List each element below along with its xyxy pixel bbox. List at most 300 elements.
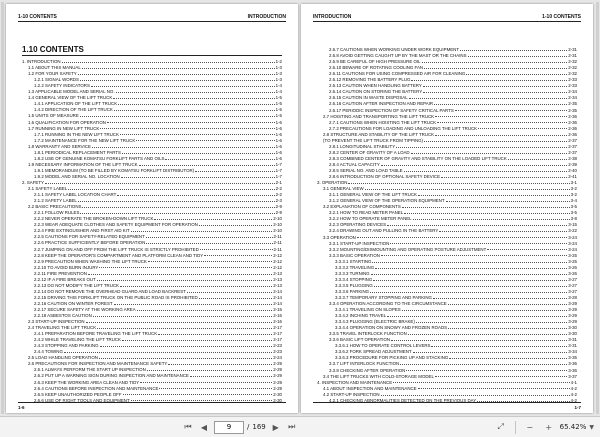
toc-entry-label: 3.3.6 BASIC LIFT OPERATION [329,337,391,343]
toc-entry-page: 2-39 [568,161,577,167]
left-gutter [1,2,4,414]
toc-leader-dots [439,231,567,232]
toc-leader-dots [122,153,275,154]
toc-leader-dots [372,262,567,263]
toc-leader-dots [431,346,567,347]
toc-entry-label: 3.3.3.1 STARTING [335,258,372,264]
toc-leader-dots [113,98,274,99]
toc-entry-page: 2-16 [273,313,282,319]
toc-leader-dots [82,207,274,208]
toc-entry-page: 2-1 [275,179,282,185]
toc-entry-label: 2.6 PRECAUTIONS FOR INSPECTION AND MAINTENANCE SAFETY [28,361,168,367]
toc-entry-page: 2-17 [273,337,282,343]
toc-leader-dots [435,376,567,377]
toc-entry-page: 3-30 [568,331,577,337]
toc-leader-dots [381,165,567,166]
toc-leader-dots [154,219,272,220]
toc-entry-page: 2-9 [275,204,282,210]
toc-entry-label: 1.7.2 MAINTENANCE FOR THE NEW LIFT TRUCK [34,137,136,143]
toc-leader-dots [381,395,570,396]
toc-entry-label: 2.2.6 PRACTICE SUFFICIENTLY BEFORE OPERATION [34,240,146,246]
toc-leader-dots [140,382,272,383]
toc-entry-page: 3-8 [570,216,577,222]
toc-entry-page: 2-36 [568,113,577,119]
toc-entry-label: 2.4 TRAVELING THE LIFT TRUCK [28,325,97,331]
toc-entry-page: 3-29 [568,319,577,325]
toc-leader-dots [92,147,275,148]
toc-entry-label: 1.7.1 RUNNING IN THE NEW LIFT TRUCK [34,131,119,137]
toc-list [22,58,282,403]
toc-leader-dots [99,358,272,359]
toc-leader-dots [391,340,567,341]
toc-leader-dots [80,213,274,214]
toc-entry-page: 2-2 [275,192,282,198]
toc-entry-label: 1.9.2 MODEL AND SERIAL NO. LOCATION [34,173,120,179]
left-page [6,4,298,413]
toc-entry-page: 1-4 [275,89,282,95]
toc-entry-label: 3. OPERATION [317,180,348,186]
toc-entry-label: 1.9 NECESSARY INFORMATION OF THE LIFT TRUCK [28,161,138,167]
toc-entry-page: 1-5 [275,101,282,107]
toc-entry-page: 2-11 [273,246,282,252]
toc-entry-label: 2.2.5 CAUTIONS FOR SAFETY-RELATED EQUIPMENT [34,234,145,240]
toc-entry-label: 4.2.1 CHECKING ABNORMALITIES DETECTED ON THE PREVIOUS DAY [329,397,477,403]
toc-entry-label: 2.1.1 SAFETY LABEL LOCATION CHART [34,192,117,198]
toc-entry-page: 3-31 [568,343,577,349]
toc-entry-label: 1.7 RUNNING IN NEW LIFT TRUCK [28,125,100,131]
toc-entry-page: 3-36 [568,361,577,367]
toc-leader-dots [370,292,567,293]
toc-entry-page: 2-37 [568,149,577,155]
toc-entry-page: 3-24 [568,240,577,246]
toc-leader-dots [387,316,567,317]
toc-entry-label: 2.7.2 PRECAUTIONS FOR LOADING AND UNLOADING THE LIFT TRUCK [329,125,478,131]
toc-leader-dots [80,116,275,117]
toc-entry-page: 2-23 [273,343,282,349]
toc-entry-label: 1.8.1 PERIODICAL REPLACEMENT PARTS [34,149,121,155]
page-navigator [214,421,266,434]
toc-entry-label: 2.4.4 TOWING [34,349,63,355]
toc-entry-label: 2.5 LOAD HANDLING OPERATION [28,355,98,361]
toc-entry-label: 1.2 FOR YOUR SAFETY [28,71,77,77]
toc-leader-dots [413,352,568,353]
toc-entry-label: 2.8.4 ACTUAL CAPACITY [329,161,380,167]
toc-leader-dots [165,159,274,160]
toc-entry-page: 2-38 [568,155,577,161]
toc-entry-label: 3.2.4 DRAWING OUT AND PULLING IN THE BATTERY [329,228,439,234]
toc-entry-page: 3-1 [570,180,577,186]
toc-entry-page: 2-2 [275,186,282,192]
toc-leader-dots [146,237,273,238]
toc-entry-page: 3-24 [568,234,577,240]
toc-entry-page: 2-3 [275,198,282,204]
toc-leader-dots [487,249,567,250]
toc-entry-page: 1-7 [275,173,282,179]
toc-entry-label: 2.7 HOISTING AND TRANSPORTING THE LIFT TRUCK [323,113,435,119]
toc-entry-label: 3.3.1 START-UP INSPECTION [329,240,390,246]
page-header [18,12,286,20]
toc-entry-label: (TO PREVENT THE LIFT TRUCK FROM TIPPING) [323,137,424,143]
toc-leader-dots [468,56,568,57]
page-number-input[interactable] [214,421,244,434]
toc-entry-label: 3.3.3.5 PLUGGING [335,282,373,288]
toc-leader-dots [466,74,567,75]
toc-entry-label: 1.4.2 DIRECTION OF THE LIFT TRUCK [34,107,113,113]
toc-entry-page: 3-35 [568,355,577,361]
toc-entry-page: 3-26 [568,264,577,270]
toc-entry-label: 2.2.4 FIRE EXTINGUISHER AND FIRST AID KIT [34,228,130,234]
toc-entry-page: 2-41 [568,174,577,180]
right-page [301,4,593,413]
toc-entry-page: 1-5 [275,113,282,119]
toc-entry-page: 3-27 [568,282,577,288]
toc-leader-dots [116,92,275,93]
toc-entry-page: 2-17 [273,325,282,331]
toc-entry-page: 3-30 [568,325,577,331]
toc-entry-label: 3.3.3 BASIC OPERATION [329,252,380,258]
toc-entry-label: 2.8.6 INTRODUCTION OF OPTIONAL SAFETY DEVICE [329,174,441,180]
toc-entry-page: 2-14 [273,294,282,300]
toc-entry-label: 3.3.5 TRAVEL INTERLOCK FUNCTION [329,331,407,337]
toc-entry-page: 1-3 [275,71,282,77]
toc-leader-dots [455,110,567,111]
toc-entry-page: 2-36 [568,119,577,125]
header-left-text: 1-10 CONTENTS [18,14,57,20]
toc-entry-page: 3-37 [568,373,577,379]
toc-entry-label: 3.3 OPERATION [323,234,356,240]
toc-leader-dots [373,280,567,281]
previous-page-icon[interactable]: ◀ [200,422,208,432]
toc-entry-label: 2. SAFETY [22,179,44,185]
toc-entry-label: 2.4.3 STOPPING AND PARKING [34,343,99,349]
toc-entry-page: 3-31 [568,337,577,343]
toc-leader-dots [64,352,272,353]
toc-entry-label: 4. INSPECTION AND MAINTENANCE [317,379,393,385]
toc-entry-label: 2.6.17 PERIODIC INSPECTION OF SAFETY CRITICAL PARTS [329,107,454,113]
toc-entry-label: 2.2.10 TO AVOID BURN INJURY [34,264,99,270]
header-right-text: 1-10 CONTENTS [542,14,581,20]
toc-entry-label: 3.3.4.1 TRAVELING ON SLOPES [335,307,401,313]
header-left-text: INTRODUCTION [313,14,352,20]
toc-entry-page: 2-35 [568,101,577,107]
toc-leader-dots [423,92,567,93]
toc-entry-label: 2.2.9 PRECAUTION WHEN WASHING THE LIFT TRUCK [34,258,147,264]
toc-entry-page: 2-11 [273,240,282,246]
toc-entry-label: 3.3.6.1 HOW TO OPERATE CONTROL LEVERS [335,343,431,349]
toc-entry-label: 3.3.3.6 PARKING [335,288,370,294]
toc-entry-label: 2.2.8 KEEP THE OPERATOR'S COMPARTMENT AND PLATFORM CLEAN AND TIDY [34,252,204,258]
toc-entry-label: 1.5 UNITS OF MEASURE [28,113,79,119]
toc-entry-page: 3-4 [570,198,577,204]
toc-leader-dots [449,358,567,359]
toc-entry-page: 1-6 [275,131,282,137]
toc-leader-dots [199,225,272,226]
toolbar-divider [515,421,516,434]
toc-entry-label: 2.6.2 PUT UP A WARNING SIGN DURING INSPECTION AND MAINTENANCE [34,373,189,379]
toc-leader-dots [413,219,570,220]
toc-entry-page: 3-5 [570,210,577,216]
toc-entry-page: 1-5 [275,95,282,101]
toc-entry-label: 3.2.1 HOW TO READ METER PANEL [329,210,404,216]
toc-leader-dots [374,286,567,287]
toc-entry-page: 2-12 [273,252,282,258]
toc-leader-dots [418,195,570,196]
toc-entry-label: 3.4 THE LIFT TRUCKS WITH COLD-STORAGE MODEL [323,373,434,379]
toc-entry-page: 4-2 [570,391,577,397]
toc-leader-dots [148,261,272,262]
toc-entry-page: 3-26 [568,270,577,276]
zoom-level[interactable]: 65.42% [559,423,587,431]
toc-entry-page: 3-29 [568,301,577,307]
toc-entry-page: 2-29 [273,367,282,373]
toc-entry-label: 1.4.1 APPLICATION OF THE LIFT TRUCK [34,101,118,107]
toc-leader-dots [78,74,275,75]
page-title: 1.10 CONTENTS [22,45,84,54]
zoom-controls [493,419,600,435]
toc-entry-label: 2.8.2 CENTER OF GRAVITY OF A LOAD [329,149,410,155]
toc-leader-dots [97,280,272,281]
toc-leader-dots [45,183,275,184]
toc-leader-dots [408,334,567,335]
toc-entry-label: 2.2.11 FIRE PREVENTION [34,270,87,276]
toc-entry-page: 2-32 [568,59,577,65]
toc-entry-label: 2.4.2 WHILE TRAVELING THE LIFT TRUCK [34,337,121,343]
toc-entry-page: 3-25 [568,258,577,264]
toc-leader-dots [120,134,275,135]
toc-leader-dots [159,388,272,389]
toc-entry-label: 2.6.8 AVOID GETTING CAUGHT UP BY THE MAST OR THE CHAINS [329,53,467,59]
toc-entry-label: 2.7.1 CAUTIONS WHEN HOISTING THE LIFT TRUCK [329,119,437,125]
first-page-icon[interactable]: ⏮ [184,422,192,431]
toc-entry-page: 2-33 [568,83,577,89]
header-right-text: INTRODUCTION [247,14,286,20]
toc-leader-dots [93,316,272,317]
footer-rule [18,402,286,403]
toc-entry-label: 1.2.2 SAFETY INDICATORS [34,83,90,89]
toc-leader-dots [418,388,570,389]
toc-entry-page: 2-31 [568,47,577,53]
toc-leader-dots [424,68,567,69]
toc-leader-dots [434,104,567,105]
chevron-down-icon[interactable]: ▼ [589,423,594,431]
toc-entry-page: 2-9 [275,210,282,216]
toc-leader-dots [411,80,567,81]
toc-entry-page: 1-4 [275,83,282,89]
toc-entry-page: 2-16 [273,319,282,325]
zoom-in-icon[interactable]: + [545,422,553,432]
toc-entry-label: 2.2 BASIC PRECAUTIONS [28,204,82,210]
toc-entry-label: 2.2.15 DRIVING THIS FORKLIFT TRUCK ON THE PUBLIC ROAD IS PROHIBITED [34,294,198,300]
toc-leader-dots [409,98,568,99]
toc-entry-page: 1-3 [275,65,282,71]
toc-leader-dots [396,147,567,148]
toc-entry-label: 3.1.1 GENERAL VIEW OF THE LIFT TRUCK [329,192,417,198]
toc-entry-label: 3.3.6.2 FORK SPREAD ADJUSTMENT [335,349,412,355]
toc-entry-label: 2.2.7 JUMPING ON AND OFF FROM THE LIFT TRUCK IS STRICTLY PROHIBITED [34,246,199,252]
toc-entry-page: 1-5 [275,107,282,113]
toc-leader-dots [393,382,570,383]
toc-entry-page: 3-36 [568,367,577,373]
toc-leader-dots [400,364,567,365]
toc-leader-dots [371,274,568,275]
toc-leader-dots [139,165,275,166]
toc-entry-label: 3.3.8 CHECKING AFTER OPERATION [329,367,406,373]
toc-leader-dots [448,304,568,305]
toc-leader-dots [200,249,273,250]
toc-leader-dots [121,177,275,178]
toc-leader-dots [131,231,273,232]
toc-leader-dots [62,62,275,63]
toc-entry-label: 4.1 ABOUT INSPECTION AND MAINTENANCE [323,385,417,391]
toc-leader-dots [100,346,273,347]
toc-entry-page: 2-10 [273,228,282,234]
toc-entry-label: 2.6.9 BE CAREFUL OF HIGH PRESSURE OIL [329,59,421,65]
toc-entry-page: 2-37 [568,143,577,149]
toc-leader-dots [390,243,567,244]
toc-leader-dots [441,177,567,178]
toc-entry-label: 2.6.1 ALWAYS PERFORM THE START UP INSPECTION [34,367,146,373]
toc-entry-page: 2-32 [568,71,577,77]
toc-entry-page: 1-6 [275,149,282,155]
toc-leader-dots [137,310,273,311]
toc-entry-page: 2-24 [273,355,282,361]
toc-entry-page: 3-25 [568,252,577,258]
header-rule [18,21,286,22]
fit-page-icon[interactable]: ⤢ [497,422,504,431]
next-page-icon[interactable]: ▶ [272,422,279,432]
toc-entry-label: 2.2.16 CAUTION ON WINTER FOREST [34,300,113,306]
toc-leader-dots [91,86,275,87]
toc-leader-dots [437,122,567,123]
toc-entry-page: 2-23 [273,349,282,355]
toc-entry-label: 2.2.2 NEVER OPERATE THE BROKEN-DOWN LIFT TRUCK [34,216,154,222]
toc-entry-label: 3.1.2 GENERAL VIEW OF THE OPERATION EQUIPMENT [329,198,445,204]
toc-entry-label: 2.6.11 CAUTIONS FOR USING COMPRESSED AIR FOR CLEANING [329,71,466,77]
toc-entry-page: 2-37 [568,137,577,143]
toc-entry-page: 2-36 [568,125,577,131]
toc-leader-dots [195,171,275,172]
toc-entry-page: 1-6 [275,125,282,131]
toc-entry-page: 3-15 [568,222,577,228]
toc-entry-page: 2-15 [273,306,282,312]
toc-entry-page: 1-2 [275,59,282,65]
toc-entry-label: 1.2.1 SIGNAL WORDS [34,77,79,83]
toc-entry-label: 2.8.1 LONGITUDINAL STABILITY [329,143,396,149]
toc-entry-page: 2-13 [273,270,282,276]
toc-entry-label: 1.3 APPLICABLE MODEL AND SERIAL NO. [28,89,115,95]
toc-entry-page: 2-10 [273,222,282,228]
toc-entry-page: 2-34 [568,95,577,101]
toc-leader-dots [88,274,272,275]
toc-entry-page: 2-17 [273,331,282,337]
toc-leader-dots [435,135,567,136]
toc-entry-page: 2-32 [568,65,577,71]
toc-leader-dots [199,298,273,299]
toc-leader-dots [381,255,567,256]
toc-entry-label: 2.6.5 KEEP UNAUTHORIZED PEOPLE OFF [34,391,122,397]
toc-leader-dots [99,267,272,268]
toc-entry-label: 2.4.1 PREPARATION BEFORE TRAVELING THE LIFT TRUCK [34,331,158,337]
toc-entry-label: 2.2.1 FOLLOW RULES [34,210,80,216]
toc-entry-page: 2-30 [273,391,282,397]
toc-leader-dots [136,140,274,141]
right-gutter [596,2,599,414]
toc-entry-label: 2.6.12 REMOVING THE BATTERY PLUG [329,77,411,83]
toc-leader-dots [478,128,567,129]
toc-leader-dots [365,189,570,190]
toc-entry-page: 4-1 [570,379,577,385]
toc-entry-label: 2.8 STRUCTURE AND STABILITY OF THE LIFT TRUCK [323,131,435,137]
toc-leader-dots [68,189,274,190]
toc-entry-label: 3.3.4.4 OPERATION ON SNOWY AND FROZEN ROADS [335,325,448,331]
viewer-toolbar [0,416,600,437]
toc-leader-dots [123,394,273,395]
toc-entry-page: 2-13 [273,276,282,282]
toc-leader-dots [375,268,567,269]
toc-entry-label: 2.2.14 DO NOT REMOVE THE OVERHEAD GUARD AND LOAD BACKREST [34,288,186,294]
toc-entry-page: 2-29 [273,373,282,379]
toc-entry-label: 4.2 START-UP INSPECTION [323,391,380,397]
toc-entry-label: 3.3.2 MOUNTING/DISMOUNTING AND OPERATING POSTURE ADJUSTMENT [329,246,487,252]
total-pages: 169 [252,423,266,431]
toc-leader-dots [118,104,275,105]
toc-list [317,46,577,403]
toc-entry-label: 1.8.2 USE OF GENUINE KOMATSU FORKLIFT PARTS AND OILS [34,155,165,161]
toc-entry-label: 3.3.4 OPERATION ACCORDING TO THE CIRCUMSTANCE [329,301,447,307]
toc-leader-dots [508,159,567,160]
toc-leader-dots [190,376,272,377]
toc-entry-label: 2.6.3 KEEP THE WORKING AREA CLEAN AND TIDY [34,379,140,385]
toc-entry-label: 2.2.18 ASBESTOS CAUTION [34,313,92,319]
toc-entry-page: 2-11 [273,234,282,240]
title-rule [22,55,282,56]
toc-entry-label: 2.6.10 BEWARE OF ROTATING COOLING FAN [329,65,424,71]
toc-leader-dots [411,153,568,154]
toc-leader-dots [114,304,273,305]
toc-entry-page: 2-36 [568,131,577,137]
toc-leader-dots [187,292,272,293]
toc-leader-dots [114,110,275,111]
toc-leader-dots [433,298,567,299]
toc-entry-page: 3-5 [570,204,577,210]
toc-entry-label: 2.8.3 COMBINED CENTER OF GRAVITY AND STABILITY ON THE LOADED LIFT TRUCK [329,155,507,161]
last-page-icon[interactable]: ⏭ [288,422,296,431]
toc-entry-label: 3.3.7 LIFT INTERLOCK FUNCTION [329,361,400,367]
toc-entry-label: 3.3.4.3 PLUGGING (ELECTRIC BRAKE) [335,319,415,325]
toc-entry-page: 3-29 [568,313,577,319]
toc-leader-dots [402,207,570,208]
toc-entry-page: 2-31 [568,53,577,59]
toc-entry-page: 1-6 [275,155,282,161]
toc-leader-dots [348,183,569,184]
page-header [313,12,581,20]
toc-leader-dots [406,370,567,371]
header-rule [313,21,581,22]
toc-entry-label: 2.6.6 USE OF RIGHT TOOLS AND EQUIPMENT [34,397,130,403]
zoom-out-icon[interactable]: − [526,422,534,432]
toc-leader-dots [117,195,274,196]
toc-entry-page: 2-35 [568,107,577,113]
toc-entry-label: 2.6.7 CAUTIONS WHEN WORKING UNDER WORK EQUIPMENT [329,47,460,53]
toc-entry-page: 3-2 [570,192,577,198]
toc-entry-label: 2.6.14 CAUTION ON STORING THE BATTERY [329,89,423,95]
toc-entry-page: 2-10 [273,216,282,222]
toc-entry-page: 4-2 [570,385,577,391]
toc-entry-label: 3.3.3.4 STOPPING [335,276,373,282]
toc-entry-page: 3-2 [570,186,577,192]
toc-leader-dots [146,243,272,244]
toc-entry-page: 3-28 [568,294,577,300]
